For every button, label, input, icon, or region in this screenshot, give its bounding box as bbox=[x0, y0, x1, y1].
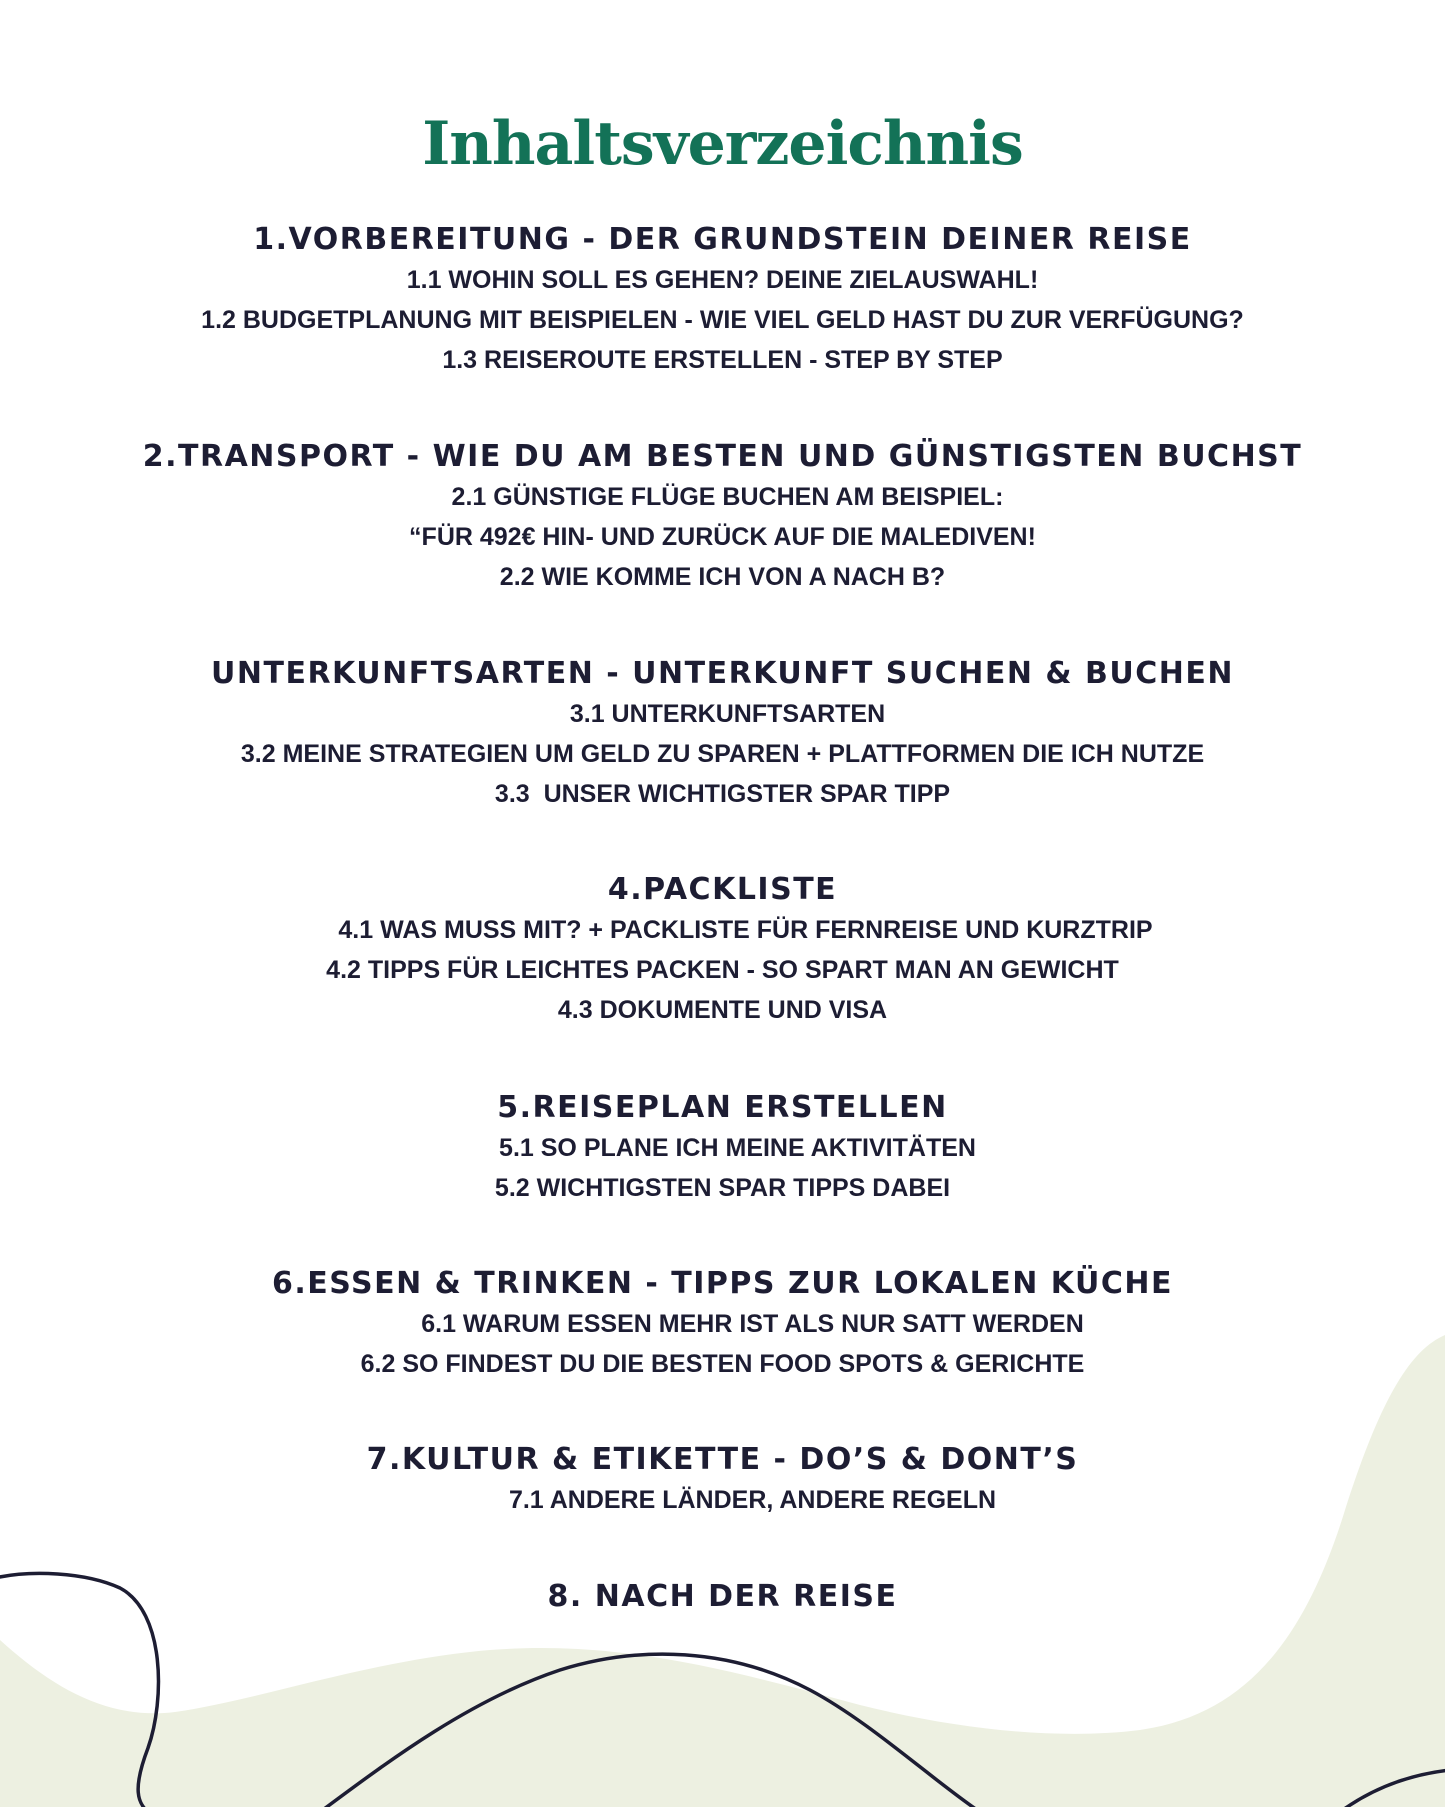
section-heading: 1.VORBEREITUNG - DER GRUNDSTEIN DEINER REISE bbox=[253, 222, 1192, 257]
section-items bbox=[0, 1480, 1445, 1520]
toc-item: 2.2 WIE KOMME ICH VON A NACH B? bbox=[499, 563, 946, 591]
section-heading: 5.REISEPLAN ERSTELLEN bbox=[497, 1090, 948, 1125]
section-items bbox=[0, 910, 1445, 1030]
toc-item: 3.3 UNSER WICHTIGSTER SPAR TIPP bbox=[494, 780, 951, 808]
section-items bbox=[0, 477, 1445, 597]
toc-section-3 bbox=[0, 654, 1445, 814]
section-heading: 2.TRANSPORT - WIE DU AM BESTEN UND GÜNSTIGSTEN BUCHST bbox=[142, 439, 1303, 474]
toc-section-8 bbox=[0, 1577, 1445, 1617]
toc-item: 5.2 WICHTIGSTEN SPAR TIPPS DABEI bbox=[494, 1174, 951, 1202]
toc-section-5 bbox=[0, 1088, 1445, 1208]
toc-section-1 bbox=[0, 220, 1445, 380]
section-heading: UNTERKUNFTSARTEN - UNTERKUNFT SUCHEN & BUCHEN bbox=[211, 656, 1234, 691]
toc-item: 2.1 GÜNSTIGE FLÜGE BUCHEN AM BEISPIEL: bbox=[451, 483, 1004, 511]
toc-section-4 bbox=[0, 870, 1445, 1030]
section-items bbox=[0, 1128, 1445, 1208]
toc-section-2 bbox=[0, 437, 1445, 597]
toc-section-6 bbox=[0, 1264, 1445, 1384]
toc-item: 7.1 ANDERE LÄNDER, ANDERE REGELN bbox=[508, 1486, 997, 1514]
toc-item: 1.2 BUDGETPLANUNG MIT BEISPIELEN - WIE VIEL GELD HAST DU ZUR VERFÜGUNG? bbox=[201, 306, 1244, 334]
section-heading: 7.KULTUR & ETIKETTE - DO’S & DONT’S bbox=[366, 1442, 1079, 1477]
toc-item: 6.1 WARUM ESSEN MEHR IST ALS NUR SATT WERDEN bbox=[421, 1310, 1084, 1338]
toc-item: 6.2 SO FINDEST DU DIE BESTEN FOOD SPOTS & GERICHTE bbox=[360, 1350, 1085, 1378]
toc-item: “FÜR 492€ HIN- UND ZURÜCK AUF DIE MALEDIVEN! bbox=[409, 523, 1036, 551]
toc-item: 4.2 TIPPS FÜR LEICHTES PACKEN - SO SPART MAN AN GEWICHT bbox=[326, 956, 1119, 984]
toc-item: 1.3 REISEROUTE ERSTELLEN - STEP BY STEP bbox=[442, 346, 1003, 374]
toc-item: 5.1 SO PLANE ICH MEINE AKTIVITÄTEN bbox=[499, 1134, 976, 1162]
toc-item: 4.1 WAS MUSS MIT? + PACKLISTE FÜR FERNREISE UND KURZTRIP bbox=[338, 916, 1153, 944]
section-items bbox=[0, 1304, 1445, 1384]
section-items bbox=[0, 260, 1445, 380]
toc-item: 4.3 DOKUMENTE UND VISA bbox=[557, 996, 888, 1024]
toc-item: 3.1 UNTERKUNFTSARTEN bbox=[569, 700, 886, 728]
section-heading: 4.PACKLISTE bbox=[607, 872, 838, 907]
section-heading: 6.ESSEN & TRINKEN - TIPPS ZUR LOKALEN KÜCHE bbox=[272, 1266, 1173, 1301]
green-wave-shape bbox=[0, 1335, 1445, 1807]
page-title: Inhaltsverzeichnis bbox=[422, 109, 1023, 179]
toc-section-7 bbox=[0, 1440, 1445, 1520]
section-heading: 8. NACH DER REISE bbox=[547, 1579, 898, 1614]
section-items bbox=[0, 694, 1445, 814]
toc-item: 3.2 MEINE STRATEGIEN UM GELD ZU SPAREN + PLATTFORMEN DIE ICH NUTZE bbox=[240, 740, 1205, 768]
toc-item: 1.1 WOHIN SOLL ES GEHEN? DEINE ZIELAUSWAHL! bbox=[406, 266, 1039, 294]
